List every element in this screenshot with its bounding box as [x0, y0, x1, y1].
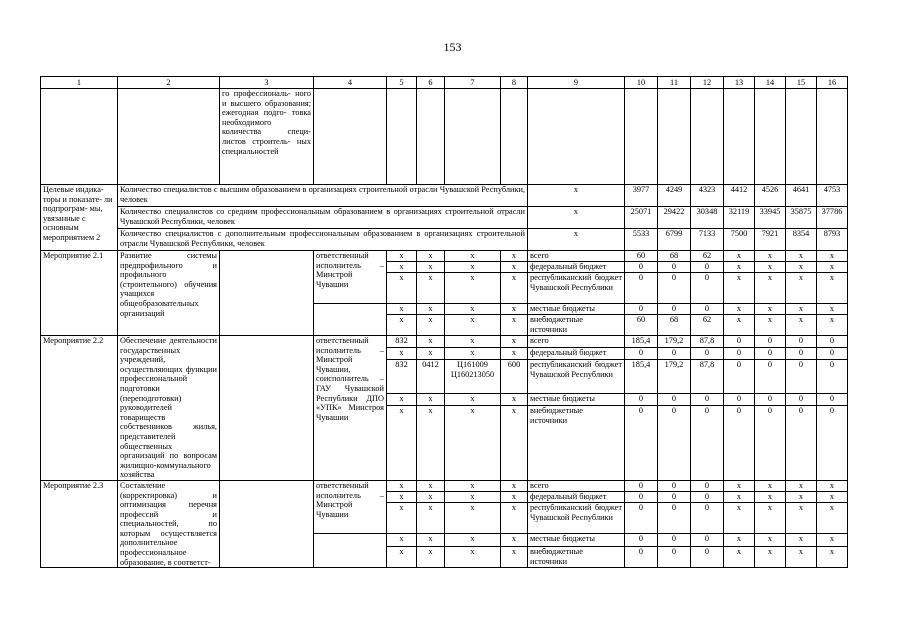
finance-value: 0 [625, 262, 658, 273]
finance-value: x [817, 262, 848, 273]
finance-value: 60 [625, 315, 658, 336]
finance-value: 0 [658, 547, 691, 568]
finance-value: 185,4 [625, 336, 658, 348]
finance-row [41, 480, 848, 491]
finance-value: x [786, 502, 817, 533]
target-value: 8354 [786, 229, 817, 251]
finance-source: местные бюджеты [528, 304, 625, 315]
measure-name: Составление (корректировка) и оптимизация перечня профессий и специальностей, по которым осуществляется дополнительное профессиональное образование, в соответст- [118, 480, 220, 567]
finance-code: x [387, 502, 417, 533]
finance-value: 0 [786, 360, 817, 394]
finance-source: всего [528, 480, 625, 491]
finance-value: 0 [691, 394, 724, 406]
finance-code: x [417, 262, 445, 273]
target-value: 3977 [625, 185, 658, 207]
finance-value: x [755, 304, 786, 315]
finance-value: 0 [658, 491, 691, 502]
finance-value: 0 [755, 348, 786, 360]
finance-value: 0 [625, 304, 658, 315]
finance-code: x [417, 251, 445, 262]
finance-source: республиканский бюджет Чувашской Республики [528, 502, 625, 533]
finance-code: x [387, 262, 417, 273]
finance-source: местные бюджеты [528, 533, 625, 546]
finance-value: x [724, 262, 755, 273]
finance-value: 60 [625, 251, 658, 262]
col-header: 1 [41, 77, 118, 89]
finance-value: x [786, 480, 817, 491]
target-value: 7133 [691, 229, 724, 251]
finance-value: x [817, 547, 848, 568]
finance-value: 179,2 [658, 360, 691, 394]
finance-value: 0 [658, 262, 691, 273]
finance-value: 0 [724, 360, 755, 394]
finance-code: x [417, 394, 445, 406]
finance-source: республиканский бюджет Чувашской Республики [528, 360, 625, 394]
finance-value: 0 [755, 406, 786, 481]
measure-executor: ответственный исполнитель – Минстрой Чувашии [314, 251, 387, 304]
finance-value: 0 [658, 533, 691, 546]
target-value: 4412 [724, 185, 755, 207]
col-header: 10 [625, 77, 658, 89]
finance-value: x [724, 315, 755, 336]
target-value: 4249 [658, 185, 691, 207]
finance-code: x [501, 491, 528, 502]
finance-value: 0 [786, 336, 817, 348]
finance-value: 0 [691, 491, 724, 502]
finance-value: 87,8 [691, 360, 724, 394]
target-row [41, 229, 848, 251]
finance-value: 0 [755, 394, 786, 406]
finance-code: Ц161009 Ц160213050 [445, 360, 501, 394]
finance-row [41, 336, 848, 348]
finance-value: x [817, 315, 848, 336]
finance-code: x [387, 491, 417, 502]
finance-value: x [755, 533, 786, 546]
measure-executor: ответственный исполнитель – Минстрой Чувашии, соисполнитель – ГАУ Чувашской Республики ДПО «УПК» Минстроя Чувашии [314, 336, 387, 481]
finance-code: 832 [387, 360, 417, 394]
finance-row [41, 251, 848, 262]
finance-code: x [501, 336, 528, 348]
finance-value: x [817, 491, 848, 502]
finance-code: x [501, 394, 528, 406]
target-value: 25071 [625, 207, 658, 229]
finance-value: 0 [691, 547, 724, 568]
target-cell: x [528, 207, 625, 229]
finance-source: местные бюджеты [528, 394, 625, 406]
finance-value: 0 [658, 406, 691, 481]
finance-code: x [417, 315, 445, 336]
finance-value: 0 [786, 348, 817, 360]
finance-source: всего [528, 336, 625, 348]
finance-code: x [445, 336, 501, 348]
finance-value: x [786, 251, 817, 262]
finance-code: x [445, 304, 501, 315]
finance-code: x [501, 304, 528, 315]
continuation-result-cell: го профессиональ- ного и высшего образования; ежегодная подго- товка необходимого количества специ- листов строитель- ных специальностей [220, 89, 314, 185]
finance-value: 0 [658, 502, 691, 533]
col-header: 12 [691, 77, 724, 89]
finance-value: x [724, 480, 755, 491]
finance-value: x [724, 273, 755, 304]
target-value: 8793 [817, 229, 848, 251]
finance-code: x [445, 480, 501, 491]
finance-source: федеральный бюджет [528, 262, 625, 273]
finance-value: 68 [658, 251, 691, 262]
finance-code: x [501, 348, 528, 360]
finance-code: x [445, 502, 501, 533]
target-value: 37786 [817, 207, 848, 229]
col-header: 16 [817, 77, 848, 89]
finance-value: 0 [658, 394, 691, 406]
finance-value: 87,8 [691, 336, 724, 348]
finance-value: 0 [817, 360, 848, 394]
col-header: 13 [724, 77, 755, 89]
finance-value: x [755, 251, 786, 262]
finance-value: 0 [691, 533, 724, 546]
finance-code: x [387, 251, 417, 262]
finance-source: внебюджетные источники [528, 315, 625, 336]
finance-value: 0 [625, 273, 658, 304]
col-header: 6 [417, 77, 445, 89]
finance-value: x [724, 502, 755, 533]
finance-code: x [387, 273, 417, 304]
finance-value: 0 [724, 394, 755, 406]
target-value: 33945 [755, 207, 786, 229]
finance-code: x [501, 480, 528, 491]
finance-code: x [445, 547, 501, 568]
finance-code: x [445, 315, 501, 336]
finance-value: x [817, 480, 848, 491]
finance-code: x [387, 533, 417, 546]
col-header: 9 [528, 77, 625, 89]
finance-value: 0 [691, 273, 724, 304]
finance-code: x [417, 533, 445, 546]
finance-code: x [417, 304, 445, 315]
finance-value: x [786, 262, 817, 273]
col-header: 11 [658, 77, 691, 89]
finance-code: x [417, 480, 445, 491]
continuation-row [41, 89, 848, 185]
finance-value: 0 [755, 360, 786, 394]
finance-value: x [755, 262, 786, 273]
measure-name: Обеспечение деятельности государственных учреждений, осуществляющих функции профессиональной подготовки (переподготовки) руководителей товариществ собственников жилья, представителей общественных организаций по вопросам жилищно-коммунального хозяйства [118, 336, 220, 481]
header-row [41, 77, 848, 89]
finance-code: x [445, 406, 501, 481]
finance-value: x [786, 547, 817, 568]
col-header: 15 [786, 77, 817, 89]
finance-code: x [417, 348, 445, 360]
finance-value: 0 [786, 394, 817, 406]
finance-value: x [786, 533, 817, 546]
measure-label: Мероприятие 2.2 [41, 336, 118, 481]
target-row [41, 185, 848, 207]
finance-value: 0 [625, 547, 658, 568]
finance-code: x [501, 533, 528, 546]
finance-value: 0 [625, 348, 658, 360]
target-value: 35875 [786, 207, 817, 229]
target-value: 7500 [724, 229, 755, 251]
finance-code: x [501, 273, 528, 304]
finance-code: x [445, 533, 501, 546]
finance-value: x [724, 304, 755, 315]
finance-value: 0 [625, 480, 658, 491]
finance-value: 0 [817, 406, 848, 481]
finance-source: внебюджетные источники [528, 406, 625, 481]
target-value: 7921 [755, 229, 786, 251]
finance-value: 0 [786, 406, 817, 481]
finance-value: 0 [755, 336, 786, 348]
measure-label: Мероприятие 2.3 [41, 480, 118, 567]
target-cell: x [528, 185, 625, 207]
finance-code: x [417, 547, 445, 568]
target-cell: x [528, 229, 625, 251]
finance-value: 0 [658, 304, 691, 315]
finance-code: 832 [387, 336, 417, 348]
finance-value: x [755, 315, 786, 336]
finance-value: x [786, 491, 817, 502]
finance-value: x [724, 251, 755, 262]
finance-value: x [755, 480, 786, 491]
finance-value: 0 [691, 348, 724, 360]
finance-value: 0 [817, 348, 848, 360]
finance-code: x [387, 547, 417, 568]
finance-code: x [445, 394, 501, 406]
target-value: 29422 [658, 207, 691, 229]
finance-source: федеральный бюджет [528, 348, 625, 360]
finance-code: x [417, 273, 445, 304]
finance-code: x [387, 304, 417, 315]
target-value: 4641 [786, 185, 817, 207]
finance-value: x [786, 273, 817, 304]
finance-value: 0 [625, 394, 658, 406]
finance-source: всего [528, 251, 625, 262]
finance-code: x [501, 547, 528, 568]
finance-value: 0 [724, 406, 755, 481]
finance-value: 62 [691, 315, 724, 336]
target-text: Количество специалистов со средним профессиональным образованием в организациях строительной отрасли Чувашской Республики, человек [118, 207, 528, 229]
finance-code: x [445, 491, 501, 502]
finance-value: x [724, 533, 755, 546]
finance-value: x [755, 491, 786, 502]
finance-value: 0 [625, 406, 658, 481]
finance-value: 0 [625, 491, 658, 502]
finance-value: x [786, 315, 817, 336]
target-value: 30348 [691, 207, 724, 229]
finance-value: x [817, 502, 848, 533]
finance-value: x [817, 533, 848, 546]
finance-value: 0 [625, 533, 658, 546]
finance-source: федеральный бюджет [528, 491, 625, 502]
finance-code: x [417, 491, 445, 502]
finance-value: 0 [817, 394, 848, 406]
finance-code: x [501, 502, 528, 533]
finance-value: 0 [817, 336, 848, 348]
finance-value: x [817, 251, 848, 262]
finance-code: x [501, 406, 528, 481]
target-value: 32119 [724, 207, 755, 229]
finance-value: 0 [724, 336, 755, 348]
finance-code: x [445, 251, 501, 262]
finance-value: 179,2 [658, 336, 691, 348]
finance-code: x [501, 262, 528, 273]
target-value: 4753 [817, 185, 848, 207]
target-value: 4526 [755, 185, 786, 207]
finance-value: x [724, 491, 755, 502]
measure-executor: ответственный исполнитель – Минстрой Чувашии [314, 480, 387, 533]
page-number: 153 [443, 40, 462, 54]
measure-name: Развитие системы предпрофильного и профильного (строительного) обучения учащихся общеобразовательных организаций [118, 251, 220, 336]
finance-value: x [786, 304, 817, 315]
finance-code: x [417, 502, 445, 533]
target-text: Количество специалистов с дополнительным профессиональным образованием в организациях строительной отрасли Чувашской Республики, человек [118, 229, 528, 251]
finance-value: 0 [691, 502, 724, 533]
finance-code: x [417, 336, 445, 348]
col-header: 2 [118, 77, 220, 89]
col-header: 7 [445, 77, 501, 89]
finance-value: 0 [658, 273, 691, 304]
measure-label: Мероприятие 2.1 [41, 251, 118, 336]
target-value: 6799 [658, 229, 691, 251]
target-text: Количество специалистов с высшим образованием в организациях строительной отрасли Чувашской Республики, человек [118, 185, 528, 207]
finance-code: x [387, 406, 417, 481]
finance-value: x [724, 547, 755, 568]
finance-code: x [445, 348, 501, 360]
program-table [40, 76, 848, 568]
finance-value: 0 [658, 480, 691, 491]
finance-code: x [445, 273, 501, 304]
col-header: 5 [387, 77, 417, 89]
target-row [41, 207, 848, 229]
col-header: 3 [220, 77, 314, 89]
col-header: 4 [314, 77, 387, 89]
finance-value: 0 [691, 304, 724, 315]
finance-code: x [387, 315, 417, 336]
finance-source: республиканский бюджет Чувашской Республики [528, 273, 625, 304]
targets-label: Целевые индика- торы и показате- ли подпрограм- мы, увязанные с основным мероприятием 2 [41, 185, 118, 251]
finance-code: x [445, 262, 501, 273]
finance-code: x [387, 348, 417, 360]
finance-value: 0 [625, 502, 658, 533]
finance-code: x [387, 480, 417, 491]
finance-value: x [755, 502, 786, 533]
finance-code: 0412 [417, 360, 445, 394]
finance-code: 600 [501, 360, 528, 394]
finance-value: 68 [658, 315, 691, 336]
finance-value: 0 [658, 348, 691, 360]
col-header: 8 [501, 77, 528, 89]
finance-value: 185,4 [625, 360, 658, 394]
finance-value: x [817, 304, 848, 315]
finance-value: 0 [691, 480, 724, 491]
finance-code: x [501, 315, 528, 336]
finance-value: 0 [724, 348, 755, 360]
finance-code: x [387, 394, 417, 406]
col-header: 14 [755, 77, 786, 89]
target-value: 5533 [625, 229, 658, 251]
target-value: 4323 [691, 185, 724, 207]
finance-value: x [755, 547, 786, 568]
finance-source: внебюджетные источники [528, 547, 625, 568]
finance-value: x [755, 273, 786, 304]
finance-code: x [417, 406, 445, 481]
finance-value: 0 [691, 262, 724, 273]
finance-value: 62 [691, 251, 724, 262]
finance-value: 0 [691, 406, 724, 481]
finance-code: x [501, 251, 528, 262]
finance-value: x [817, 273, 848, 304]
